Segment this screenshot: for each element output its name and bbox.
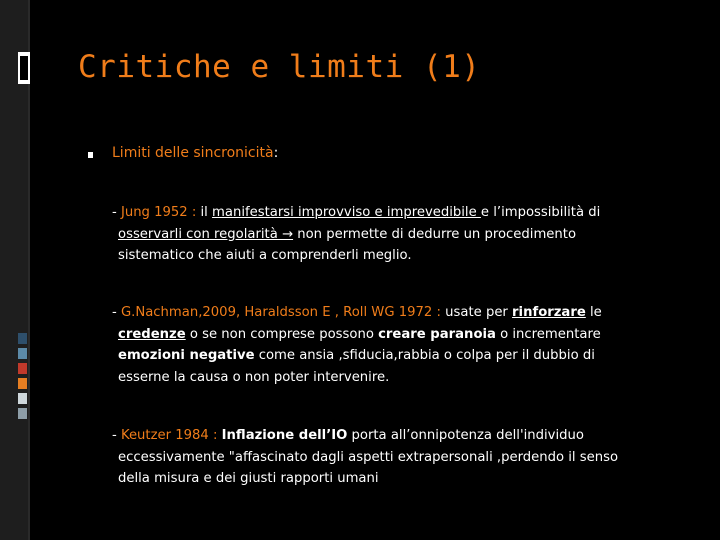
paragraph-jung [108, 202, 698, 267]
color-swatch-2 [18, 348, 27, 359]
paragraph-line: della misura e dei giusti rapporti umani [118, 471, 379, 486]
text-fragment: e l’impossibilità di [480, 205, 601, 220]
paragraph-line: eccessivamente "affascinato dagli aspetti extrapersonali ,perdendo il senso [118, 449, 619, 465]
bullet-square-icon [88, 152, 93, 158]
text-fragment: o se non comprese possono [185, 326, 379, 342]
bullet-label: Limiti delle sincronicità [112, 145, 274, 161]
text-fragment: le [585, 305, 602, 320]
bullet-suffix: : [273, 145, 279, 161]
paragraph-line [112, 324, 698, 346]
dash: - [112, 305, 121, 320]
citation-author: Jung 1952 : [120, 205, 201, 220]
paragraph-line [112, 302, 698, 324]
bold-text: emozioni negative [118, 348, 255, 363]
paragraph-nachman [108, 302, 698, 388]
text-fragment: usate per [445, 305, 513, 320]
paragraph-line [112, 224, 698, 246]
color-swatch-1 [18, 333, 27, 344]
underlined-fragment: osservarli con regolarità [118, 226, 282, 242]
text-fragment: porta all’onnipotenza dell'individuo [347, 428, 584, 443]
paragraph-line [112, 345, 698, 367]
paragraph-line: esserne la causa o non poter intervenire. [118, 369, 390, 385]
paragraph-line: sistematico che aiuti a comprenderli meglio. [118, 248, 412, 263]
color-swatch-6 [18, 408, 27, 419]
bullet-heading [112, 145, 278, 161]
color-swatch-5 [18, 393, 27, 404]
paragraph-line [112, 425, 698, 447]
citation-author: G.Nachman,2009, Haraldsson E , Roll WG 1972 : [120, 305, 446, 320]
bold-text: Inflazione dell’IO [221, 428, 348, 443]
title-marker-inner [20, 56, 28, 80]
citation-author: Keutzer 1984 : [120, 428, 222, 443]
underlined-text: rinforzare [512, 305, 586, 320]
arrow-right-icon: → [282, 226, 294, 242]
underlined-text [118, 227, 293, 242]
color-swatch-3 [18, 363, 27, 374]
underlined-text: manifestarsi improvviso e imprevedibile [212, 205, 481, 220]
text-fragment: o incrementare [495, 326, 601, 342]
dash: - [112, 428, 121, 443]
slide-title: Critiche e limiti (1) [78, 49, 481, 85]
text-fragment: come ansia ,sfiducia,rabbia o colpa per il dubbio di [254, 348, 595, 363]
underlined-text: credenze [118, 326, 186, 342]
paragraph-line [112, 202, 698, 224]
text-fragment: il [200, 205, 213, 220]
text-fragment: non permette di dedurre un procedimento [293, 226, 577, 242]
paragraph-keutzer [108, 425, 698, 490]
dash: - [112, 205, 121, 220]
bold-text: creare paranoia [378, 326, 496, 342]
color-swatch-4 [18, 378, 27, 389]
